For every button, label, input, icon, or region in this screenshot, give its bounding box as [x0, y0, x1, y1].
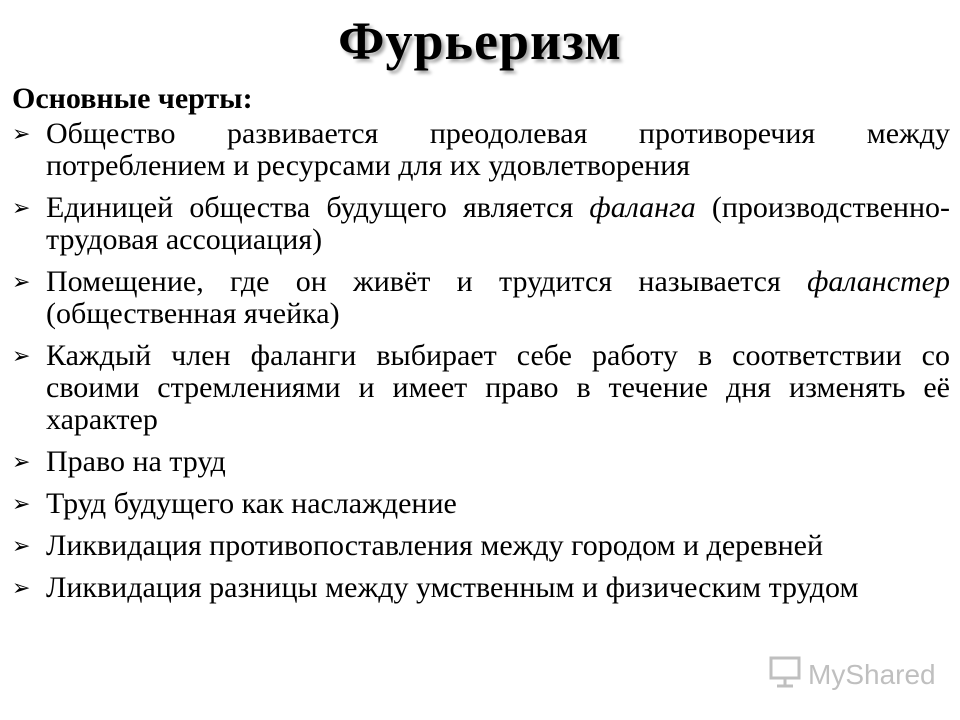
list-item-text — [46, 572, 950, 604]
bullet-arrow-icon: ➢ — [12, 343, 31, 368]
list-item-text — [46, 530, 950, 562]
bullet-arrow-icon: ➢ — [12, 121, 31, 146]
list-item — [12, 572, 950, 604]
list-item — [12, 118, 950, 182]
list-item — [12, 446, 950, 478]
emphasized-term: фаланстер — [807, 265, 950, 298]
list-item — [12, 488, 950, 520]
list-item-text — [46, 118, 950, 182]
feature-list — [12, 118, 950, 614]
list-item — [12, 266, 950, 330]
bullet-arrow-icon: ➢ — [12, 449, 31, 474]
bullet-arrow-icon: ➢ — [12, 533, 31, 558]
watermark-text: MyShared — [808, 659, 936, 690]
list-item-text — [46, 488, 950, 520]
text-fragment: Общество развивается преодолевая противоречия между потреблением и ресурсами для их удовлетворения — [46, 117, 950, 182]
text-fragment: Каждый член фаланги выбирает себе работу в соответствии со своими стремлениями и имеет право в течение дня изменять её характер — [46, 339, 950, 436]
bullet-arrow-icon: ➢ — [12, 575, 31, 600]
list-item — [12, 192, 950, 256]
list-item — [12, 530, 950, 562]
section-heading: Основные черты: — [12, 82, 253, 115]
list-item — [12, 340, 950, 436]
bullet-arrow-icon: ➢ — [12, 269, 31, 294]
text-fragment: Единицей общества будущего является — [46, 191, 590, 224]
list-item-text — [46, 340, 950, 436]
text-fragment: Ликвидация противопоставления между городом и деревней — [46, 529, 824, 562]
text-fragment: Труд будущего как наслаждение — [46, 487, 457, 520]
text-fragment: Ликвидация разницы между умственным и физическим трудом — [46, 571, 859, 604]
bullet-arrow-icon: ➢ — [12, 491, 31, 516]
text-fragment: (производственно-трудовая ассоциация) — [46, 191, 951, 256]
presentation-board-icon — [768, 655, 802, 696]
text-fragment: (общественная ячейка) — [46, 297, 340, 330]
emphasized-term: фаланга — [589, 191, 696, 224]
text-fragment: Право на труд — [46, 445, 226, 478]
slide-title: Фурьеризм — [338, 11, 622, 71]
list-item-text — [46, 446, 950, 478]
list-item-text — [46, 266, 950, 330]
list-item-text — [46, 192, 950, 256]
watermark — [768, 655, 936, 695]
text-fragment: Помещение, где он живёт и трудится называется — [46, 265, 808, 298]
bullet-arrow-icon: ➢ — [12, 195, 31, 220]
